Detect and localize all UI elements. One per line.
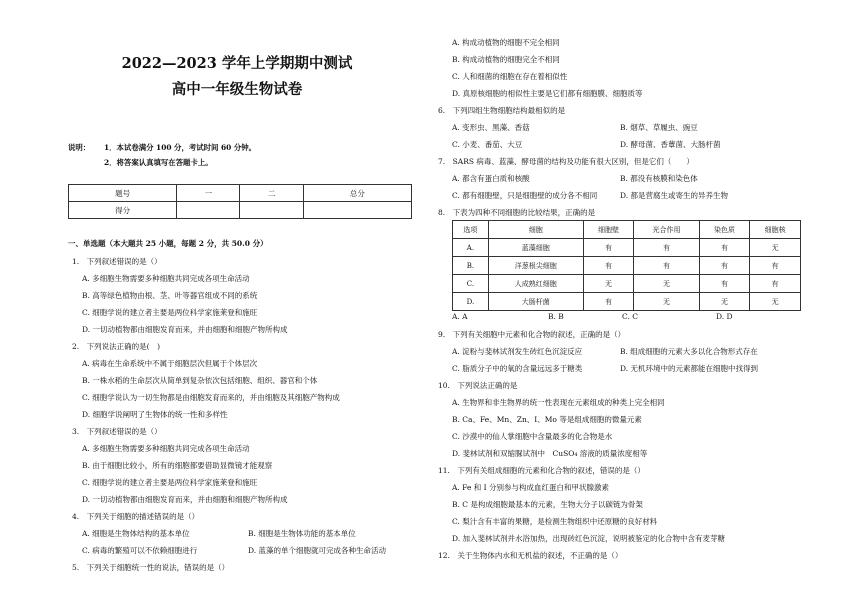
option-line: C. 细胞学说认为一切生物都是由细胞发育而来的，并由细胞及其细胞产物构成: [82, 393, 340, 402]
option-line: A. 病毒在生命系统中不属于细胞层次但属于个体层次: [82, 359, 258, 368]
notes-item-2: 2．将答案认真填写在答题卡上。: [104, 158, 213, 167]
option-line: D. 一切动植物都由细胞发育而来，并由细胞和细胞产物所构成: [82, 495, 288, 504]
score-row-label: 得分: [69, 202, 177, 219]
table-cell: 洋葱根尖细胞: [488, 257, 583, 275]
table-cell: 无: [634, 275, 699, 293]
score-header: 二: [240, 185, 303, 202]
option-b: B. B: [548, 312, 564, 321]
table-cell: 无: [699, 293, 750, 311]
option-d: D. D: [716, 312, 733, 321]
table-cell: A.: [453, 239, 489, 257]
option-d: D. 斐林试剂和双缩脲试剂中 CuSO₄ 溶液的质量浓度相等: [452, 449, 648, 458]
table-cell: 有: [634, 257, 699, 275]
question-2: 2. 下列说法正确的是( ): [72, 342, 161, 351]
table-cell: 有: [699, 275, 750, 293]
option-c: C. 梨汁含有丰富的果糖，是检测生物组织中还原糖的良好材料: [452, 517, 658, 526]
option-d: D. 蓝藻的单个细胞就可完成各种生命活动: [248, 546, 387, 555]
option-d: D. 都是营腐生或寄生的异养生物: [620, 191, 729, 200]
option-a: A. 变形虫、黑藻、香菇: [452, 123, 530, 132]
option-c: C. C: [622, 312, 638, 321]
table-cell: 有: [583, 293, 634, 311]
exam-title-line2: 高中一年级生物试卷: [171, 81, 303, 98]
question-9: 9. 下列有关细胞中元素和化合物的叙述，正确的是（）: [438, 330, 626, 339]
option-line: C. 细胞学说的建立者主要是两位科学家施莱登和施旺: [82, 478, 258, 487]
table-cell: 蓝藻细胞: [488, 239, 583, 257]
table-cell: 人成熟红细胞: [488, 275, 583, 293]
option-d: D. 酵母菌、香蕈菌、大肠杆菌: [620, 140, 721, 149]
table-row: [453, 239, 801, 257]
question-7: 7. SARS 病毒、蓝藻、酵母菌的结构及功能有很大区别，但是它们（ ）: [438, 157, 694, 166]
option-a: A. 生物界和非生物界的统一性表现在元素组成的种类上完全相同: [452, 398, 665, 407]
table-row: [453, 293, 801, 311]
option-b: B. Ca、Fe、Mn、Zn、I、Mo 等是组成细胞的微量元素: [452, 415, 642, 424]
table-cell: 有: [699, 239, 750, 257]
score-cell[interactable]: [177, 202, 240, 219]
table-cell: 有: [634, 239, 699, 257]
score-header: 一: [177, 185, 240, 202]
comparison-table: [452, 220, 801, 311]
option-b: B. 细胞是生物体功能的基本单位: [248, 529, 356, 538]
table-cell: 大肠杆菌: [488, 293, 583, 311]
option-line: C. 细胞学说的建立者主要是两位科学家施莱登和施旺: [82, 308, 258, 317]
option-b: B. 构成动植物的细胞完全不相同: [452, 55, 560, 64]
right-column: [432, 0, 822, 608]
table-header: 染色质: [699, 221, 750, 239]
exam-title-line1: 2022—2023 学年上学期期中测试: [121, 55, 353, 72]
score-header: 题号: [69, 185, 177, 202]
question-8: 8. 下表为四种不同细胞的比较结果，正确的是: [438, 208, 596, 217]
option-a: A. 都含有蛋白质和核酸: [452, 174, 530, 183]
table-row: [453, 275, 801, 293]
option-d: D. 真原核细胞的相似性主要是它们都有细胞膜、细胞质等: [452, 89, 643, 98]
option-line: B. 一株水稻的生命层次从简单到复杂依次包括细胞、组织、器官和个体: [82, 376, 318, 385]
notes-label: 说明：: [68, 143, 91, 152]
table-cell: 有: [699, 257, 750, 275]
option-line: A. 多细胞生物需要多种细胞共同完成各项生命活动: [82, 444, 250, 453]
left-column: [62, 0, 422, 608]
score-table: [68, 184, 412, 219]
table-header: 细胞壁: [583, 221, 634, 239]
option-a: A. 构成动植物的细胞不完全相同: [452, 38, 560, 47]
score-cell[interactable]: [240, 202, 303, 219]
option-line: A. 多细胞生物需要多种细胞共同完成各项生命活动: [82, 274, 250, 283]
table-cell: D.: [453, 293, 489, 311]
question-4: 4. 下列关于细胞的描述错误的是（）: [72, 512, 200, 521]
option-c: C. 脂质分子中的氧的含量远远多于糖类: [452, 364, 583, 373]
option-c: C. 人和细菌的细胞在存在着相似性: [452, 72, 568, 81]
notes-item-1: 1．本试卷满分 100 分，考试时间 60 分钟。: [104, 143, 257, 152]
option-b: B. C 是构成细胞最基本的元素，生物大分子以碳链为骨架: [452, 500, 643, 509]
table-header: 细胞: [488, 221, 583, 239]
table-cell: 有: [750, 275, 801, 293]
table-cell: 无: [583, 275, 634, 293]
option-line: B. 由于细胞比较小，所有的细胞都要借助显微镜才能观察: [82, 461, 273, 470]
option-b: B. 都没有核膜和染色体: [620, 174, 698, 183]
question-11: 11. 下列有关组成细胞的元素和化合物的叙述，错误的是（）: [438, 466, 645, 475]
option-c: C. 病毒的繁殖可以不依赖细胞进行: [82, 546, 198, 555]
table-cell: 有: [583, 239, 634, 257]
question-1: 1. 下列叙述错误的是（）: [72, 257, 162, 266]
table-row: [453, 257, 801, 275]
question-6: 6. 下列四组生物细胞结构最相似的是: [438, 106, 566, 115]
table-cell: C.: [453, 275, 489, 293]
score-header: 总分: [303, 185, 411, 202]
table-cell: 有: [583, 257, 634, 275]
option-b: B. 组成细胞的元素大多以化合物形式存在: [620, 347, 758, 356]
option-line: D. 细胞学说阐明了生物体的统一性和多样性: [82, 410, 228, 419]
option-d: D. 加入斐林试剂并水浴加热，出现砖红色沉淀，说明被鉴定的化合物中含有麦芽糖: [452, 534, 726, 543]
option-a: A. Fe 和 I 分别参与构成血红蛋白和甲状腺激素: [452, 483, 610, 492]
table-cell: 无: [750, 239, 801, 257]
option-b: B. 烟草、草履虫、豌豆: [620, 123, 698, 132]
question-12: 12. 关于生物体内水和无机盐的叙述，不正确的是（）: [438, 551, 623, 560]
table-cell: B.: [453, 257, 489, 275]
option-a: A. 淀粉与斐林试剂发生砖红色沉淀反应: [452, 347, 583, 356]
option-a: A. A: [452, 312, 468, 321]
question-3: 3. 下列叙述错误的是（）: [72, 427, 162, 436]
option-line: D. 一切动植物都由细胞发育而来，并由细胞和细胞产物所构成: [82, 325, 288, 334]
table-header: 选项: [453, 221, 489, 239]
option-line: B. 高等绿色植物由根、茎、叶等器官组成不同的系统: [82, 291, 258, 300]
question-10: 10. 下列说法正确的是: [438, 381, 518, 390]
table-cell: 有: [750, 257, 801, 275]
table-cell: 无: [750, 293, 801, 311]
option-c: C. 沙漠中的仙人掌细胞中含量最多的化合物是水: [452, 432, 613, 441]
table-cell: 无: [634, 293, 699, 311]
option-d: D. 无机环境中的元素都能在细胞中找得到: [620, 364, 759, 373]
question-5: 5. 下列关于细胞统一性的说法，错误的是（）: [72, 563, 230, 572]
table-header: 细胞核: [750, 221, 801, 239]
option-a: A. 细胞是生物体结构的基本单位: [82, 529, 190, 538]
option-c: C. 小麦、番茄、大豆: [452, 140, 523, 149]
section-heading: 一、单选题（本大题共 25 小题，每题 2 分，共 50.0 分）: [68, 239, 268, 248]
option-c: C. 都有细胞壁，只是细胞壁的成分各不相同: [452, 191, 598, 200]
table-header: 光合作用: [634, 221, 699, 239]
score-cell[interactable]: [303, 202, 411, 219]
